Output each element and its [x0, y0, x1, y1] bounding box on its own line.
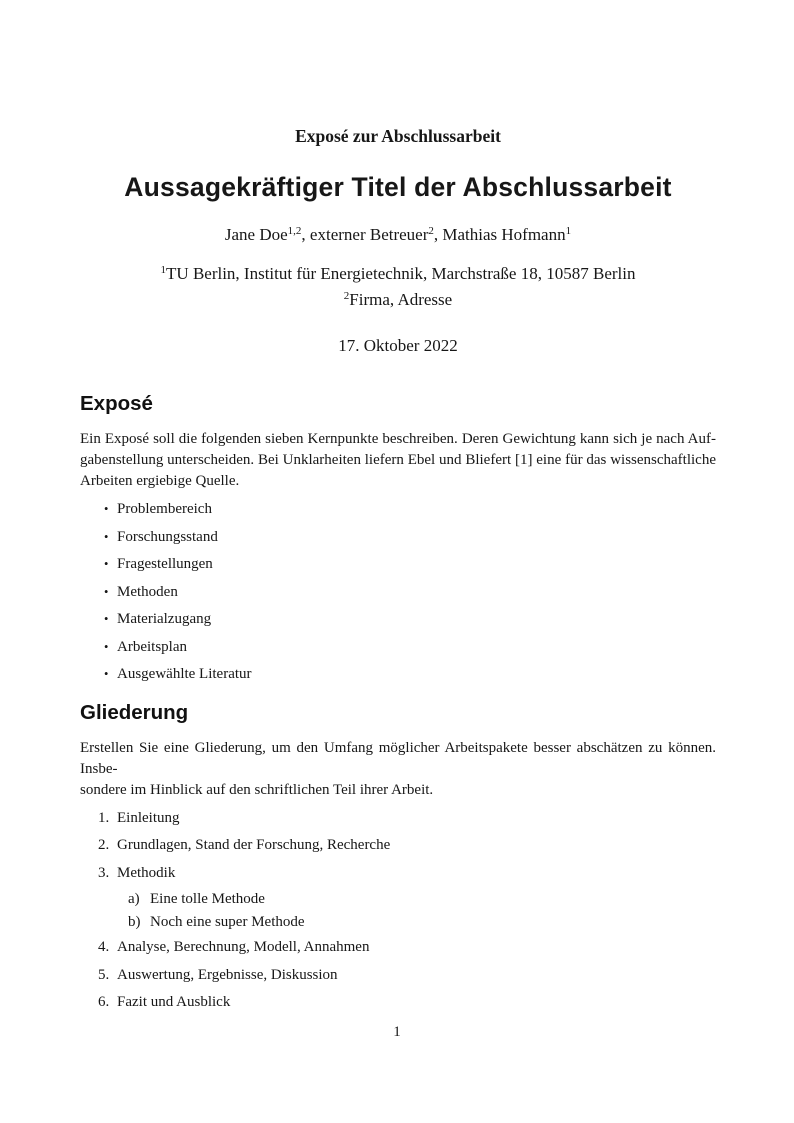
sub-item-text: Eine tolle Methode	[150, 891, 265, 907]
gliederung-numbered-list	[80, 805, 716, 1017]
numbered-list-item	[80, 805, 716, 833]
sub-item-text: Noch eine super Methode	[150, 914, 305, 930]
bullet-icon: •	[104, 529, 109, 544]
affiliation-superscript: 2	[343, 290, 350, 302]
author-separator: ,	[301, 225, 310, 244]
bullet-list-item	[80, 551, 716, 579]
bullet-icon: •	[104, 639, 109, 654]
affiliation-text: TU Berlin, Institut für Energietechnik, Marchstraße 18, 10587 Berlin	[166, 264, 636, 283]
author	[225, 225, 310, 244]
item-text: Auswertung, Ergebnisse, Diskussion	[117, 966, 338, 983]
bullet-item-text: Fragestellungen	[117, 556, 213, 572]
affiliations-block	[80, 261, 716, 313]
author-name: Jane Doe	[224, 225, 288, 244]
bullet-icon: •	[104, 667, 109, 681]
gliederung-paragraph	[80, 738, 716, 801]
numbered-list-item	[80, 989, 716, 1017]
paragraph-line: sondere im Hinblick auf den schriftlichen Teil ihrer Arbeit.	[80, 781, 434, 798]
document-title: Aussagekräftiger Titel der Abschlussarbeit	[124, 172, 672, 202]
paragraph-line: gabenstellung unterscheiden. Bei Unklarheiten liefern Ebel und Bliefert [1] eine für das wissenschaftliche	[80, 452, 716, 468]
author-separator: ,	[433, 225, 443, 244]
author	[442, 225, 571, 244]
author	[310, 225, 442, 244]
author-name: Mathias Hofmann	[442, 225, 566, 244]
item-number: 2.	[98, 837, 110, 853]
bullet-item-text: Methoden	[117, 583, 178, 600]
section-gliederung	[80, 701, 716, 1017]
paragraph-line: Arbeiten ergiebige Quelle.	[80, 473, 240, 489]
section-expose	[80, 392, 716, 689]
bullet-item-text: Arbeitsplan	[117, 638, 187, 655]
bullet-list-item	[80, 496, 716, 524]
item-text: Analyse, Berechnung, Modell, Annahmen	[117, 939, 370, 955]
affiliation-text: Firma, Adresse	[349, 290, 453, 309]
bullet-list-item	[80, 524, 716, 552]
document-date: 17. Oktober 2022	[338, 336, 458, 355]
page-number: 1	[393, 1024, 401, 1040]
bullet-list-item	[80, 661, 716, 689]
expose-paragraph	[80, 429, 716, 492]
author-name: externer Betreuer	[309, 225, 429, 244]
bullet-icon: •	[104, 584, 109, 599]
bullet-item-text: Ausgewählte Literatur	[117, 666, 252, 682]
bullet-icon: •	[104, 612, 109, 626]
bullet-icon: •	[104, 557, 109, 571]
numbered-list-item	[80, 860, 716, 888]
numbered-list-item	[80, 832, 716, 860]
document-subtitle: Exposé zur Abschlussarbeit	[295, 126, 501, 146]
bullet-list-item	[80, 634, 716, 662]
item-number: 1.	[98, 809, 110, 826]
author-affiliation-superscript: 1	[565, 225, 572, 237]
bullet-icon: •	[104, 502, 109, 516]
item-number: 5.	[98, 966, 110, 983]
paragraph-line: Ein Exposé soll die folgenden sieben Kernpunkte beschreiben. Deren Gewichtung kann sich je nach Auf-	[80, 431, 716, 447]
bullet-list-item	[80, 579, 716, 607]
authors-line	[80, 224, 716, 246]
numbered-list-item	[80, 934, 716, 962]
bullet-list-item	[80, 606, 716, 634]
author-affiliation-superscript: 1,2	[287, 225, 302, 237]
paragraph-line: Erstellen Sie eine Gliederung, um den Umfang möglicher Arbeitspakete besser abschätzen zu können. Insbe-	[80, 739, 716, 777]
sub-list-item	[80, 888, 716, 911]
item-number: 6.	[98, 994, 110, 1010]
item-text: Fazit und Ausblick	[117, 994, 231, 1010]
bullet-item-text: Materialzugang	[117, 611, 212, 627]
affiliation-line	[80, 287, 716, 313]
sub-item-label: b)	[128, 914, 141, 930]
sub-list-item	[80, 911, 716, 934]
sub-item-label: a)	[128, 891, 140, 907]
bullet-item-text: Problembereich	[117, 501, 212, 517]
author-affiliation-superscript: 2	[428, 225, 434, 237]
item-number: 3.	[98, 864, 110, 881]
section-heading-expose: Exposé	[80, 392, 153, 415]
item-text: Einleitung	[117, 809, 180, 826]
item-number: 4.	[98, 939, 110, 955]
affiliation-superscript: 1	[160, 264, 167, 276]
numbered-list-item	[80, 962, 716, 990]
item-text: Methodik	[117, 864, 176, 881]
section-heading-gliederung: Gliederung	[80, 700, 189, 724]
bullet-item-text: Forschungsstand	[117, 528, 218, 545]
affiliation-line	[80, 261, 716, 287]
kernpunkte-bullet-list	[80, 496, 716, 689]
item-text: Grundlagen, Stand der Forschung, Recherche	[117, 837, 391, 853]
